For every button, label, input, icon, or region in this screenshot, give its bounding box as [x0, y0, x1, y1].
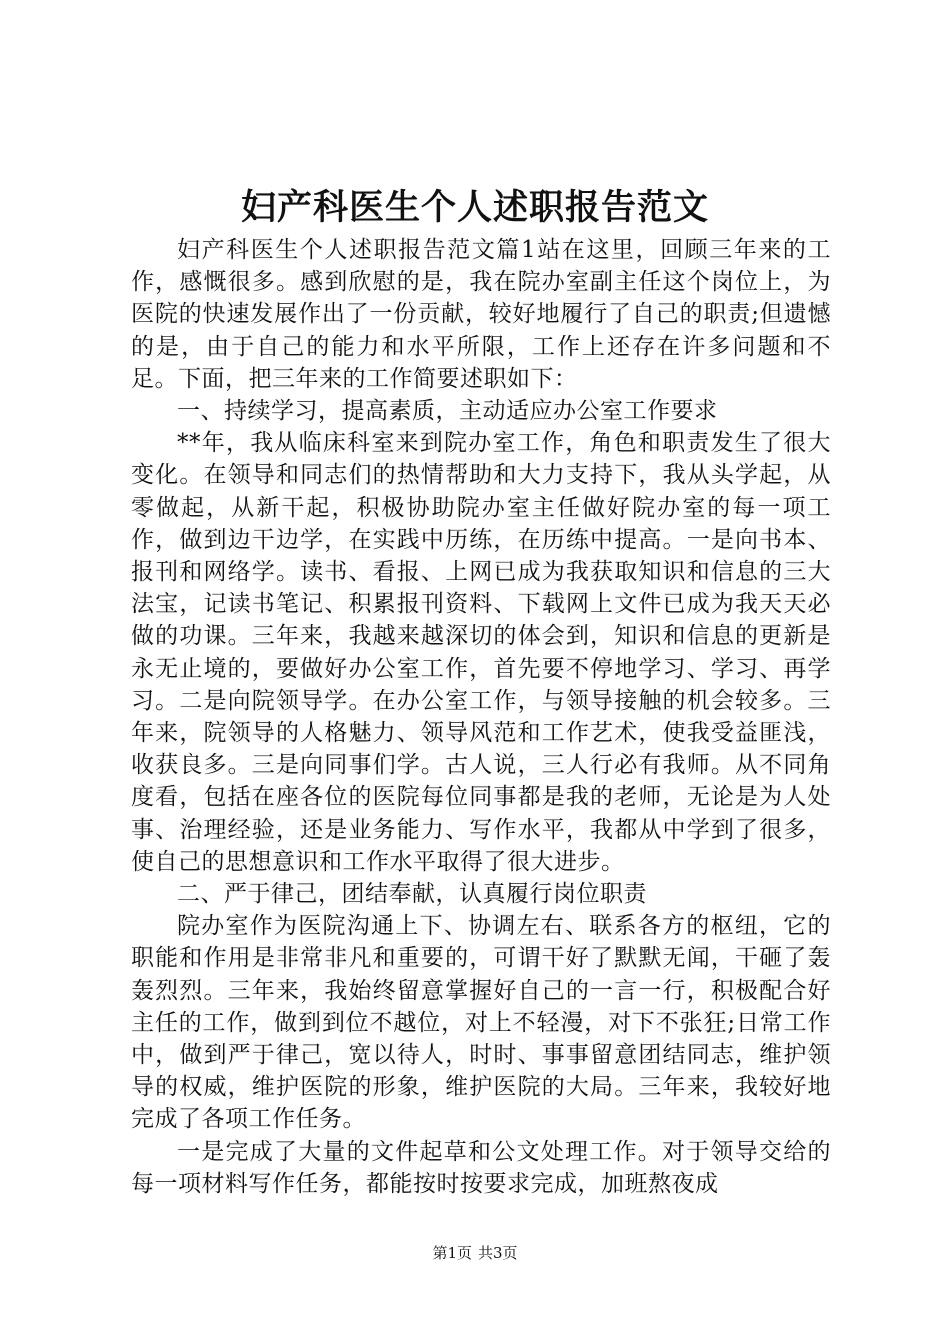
- document-body: [131, 234, 831, 1200]
- page-number: 第1页: [432, 1244, 472, 1262]
- section-heading-1: 一、持续学习，提高素质，主动适应办公室工作要求: [177, 398, 718, 425]
- paragraph-duties: 院办室作为医院沟通上下、协调左右、联系各方的枢纽，它的职能和作用是非常非凡和重要的，可谓干好了默默无闻，干砸了轰轰烈烈。三年来，我始终留意掌握好自己的一言一行，积极配合好主任的工作，做到到位不越位，对上不轻漫，对下不张狂;日常工作中，做到严于律己，宽以待人，时时、事事留意团结同志，维护领导的权威，维护医院的形象，维护医院的大局。三年来，我较好地完成了各项工作任务。: [131, 913, 831, 1133]
- page-total: 共3页: [478, 1244, 518, 1262]
- paragraph-learning: **年，我从临床科室来到院办室工作，角色和职责发生了很大变化。在领导和同志们的热情帮助和大力支持下，我从头学起，从零做起，从新干起，积极协助院办室主任做好院办室的每一项工作，做到边干边学，在实践中历练，在历练中提高。一是向书本、报刊和网络学。读书、看报、上网已成为我获取知识和信息的三大法宝，记读书笔记、积累报刊资料、下载网上文件已成为我天天必做的功课。三年来，我越来越深切的体会到，知识和信息的更新是永无止境的，要做好办公室工作，首先要不停地学习、学习、再学习。二是向院领导学。在办公室工作，与领导接触的机会较多。三年来，院领导的人格魅力、领导风范和工作艺术，使我受益匪浅，收获良多。三是向同事们学。古人说，三人行必有我师。从不同角度看，包括在座各位的医院每位同事都是我的老师，无论是为人处事、治理经验，还是业务能力、写作水平，我都从中学到了很多，使自己的思想意识和工作水平取得了很大进步。: [131, 430, 831, 875]
- paragraph-intro: 妇产科医生个人述职报告范文篇1站在这里，回顾三年来的工作，感慨很多。感到欣慰的是，我在院办室副主任这个岗位上，为医院的快速发展作出了一份贡献，较好地履行了自己的职责;但遗憾的是，由于自己的能力和水平所限，工作上还存在许多问题和不足。下面，把三年来的工作简要述职如下：: [131, 237, 831, 392]
- paragraph-documents: 一是完成了大量的文件起草和公文处理工作。对于领导交给的每一项材料写作任务，都能按时按要求完成，加班熬夜成: [131, 1138, 831, 1197]
- page-footer: [0, 1242, 950, 1264]
- section-heading-2: 二、严于律己，团结奉献，认真履行岗位职责: [177, 881, 647, 908]
- document-title: 妇产科医生个人述职报告范文: [240, 187, 709, 228]
